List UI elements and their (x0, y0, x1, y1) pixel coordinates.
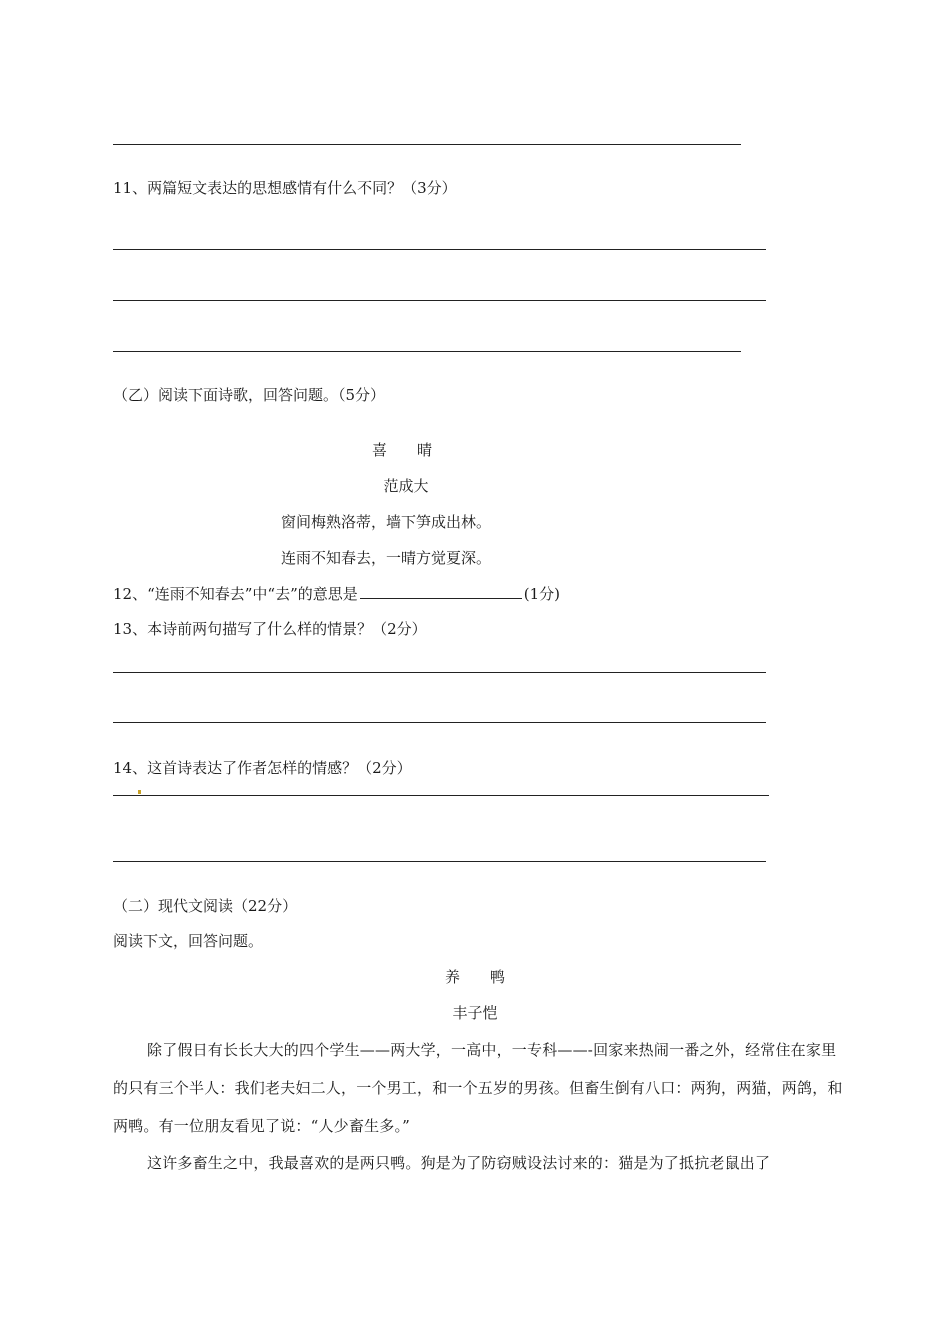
answer-line (113, 672, 766, 673)
answer-line (113, 300, 766, 301)
article-paragraph-2: 这许多畜生之中，我最喜欢的是两只鸭。狗是为了防窃贼设法讨来的：猫是为了抵抗老鼠出了 (147, 1154, 771, 1172)
poem-line-2: 连雨不知春去，一晴方觉夏深。 (280, 549, 492, 567)
question-12 (113, 583, 560, 604)
poem-author: 范成大 (383, 477, 429, 495)
section-heading: （乙）阅读下面诗歌，回答问题。（5分） (113, 386, 386, 404)
question-13: 13、本诗前两句描写了什么样的情景？（2分） (113, 620, 427, 638)
answer-line (113, 249, 766, 250)
question-12-text: 12、“连雨不知春去”中“去”的意思是 (113, 585, 358, 603)
answer-line (113, 722, 766, 723)
instruction: 阅读下文，回答问题。 (113, 932, 264, 950)
article-paragraph-1: 除了假日有长长大大的四个学生——两大学，一高中，一专科——-回家来热闹一番之外，经常住在家里的只有三个半人：我们老夫妇二人，一个男工，和一个五岁的男孩。但畜生倒有八口：两狗，两猫，两鸽，和两鸭。有一位朋友看见了说：“人少畜生多。” (113, 1041, 843, 1135)
stray-mark (138, 790, 141, 794)
question-11: 11、两篇短文表达的思想感情有什么不同？（3分） (113, 179, 457, 197)
poem-line-1: 窗间梅熟洛蒂，墙下笋成出林。 (280, 513, 492, 531)
answer-line (113, 351, 741, 352)
poem-title: 喜 晴 (371, 441, 433, 459)
article-author: 丰子恺 (452, 1004, 498, 1022)
answer-line (113, 861, 766, 862)
article-title: 养 鸭 (444, 968, 506, 986)
answer-line (113, 795, 769, 796)
question-12-score: (1分) (523, 585, 561, 603)
question-14: 14、这首诗表达了作者怎样的情感？（2分） (113, 759, 412, 777)
fill-in-blank[interactable] (360, 583, 522, 599)
answer-line (113, 144, 741, 145)
section-heading: （二）现代文阅读（22分） (113, 897, 298, 915)
